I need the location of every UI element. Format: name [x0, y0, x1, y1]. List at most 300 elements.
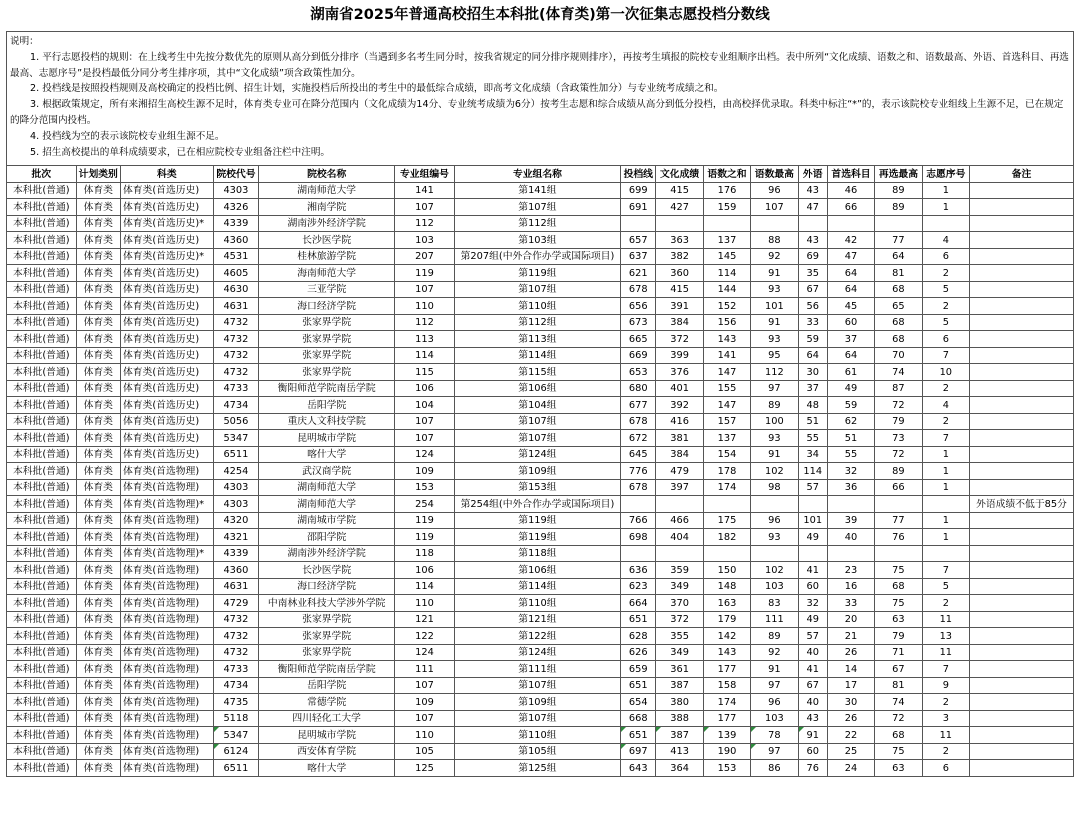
cell-chinese-math-max: 91 — [751, 661, 798, 678]
cell-category: 体育类(首选物理) — [120, 661, 213, 678]
cell-first-subject: 20 — [827, 611, 874, 628]
cell-elective-max — [875, 496, 922, 513]
cell-group-number: 111 — [395, 661, 455, 678]
cell-remarks — [970, 199, 1074, 216]
cell-school-code: 5118 — [213, 710, 258, 727]
cell-group-name: 第107组 — [454, 430, 620, 447]
cell-category: 体育类(首选历史) — [120, 182, 213, 199]
table-header-row — [7, 166, 1074, 183]
cell-chinese-math-sum: 163 — [703, 595, 750, 612]
cell-elective-max: 75 — [875, 743, 922, 760]
cell-plan-type: 体育类 — [76, 611, 120, 628]
cell-chinese-math-sum: 177 — [703, 661, 750, 678]
cell-first-subject: 64 — [827, 281, 874, 298]
cell-remarks — [970, 611, 1074, 628]
cell-foreign-language: 43 — [798, 710, 827, 727]
cell-foreign-language: 101 — [798, 512, 827, 529]
cell-chinese-math-max: 89 — [751, 628, 798, 645]
cell-cutoff-score: 636 — [621, 562, 656, 579]
cell-plan-type: 体育类 — [76, 479, 120, 496]
cell-school-name: 岳阳学院 — [259, 397, 395, 414]
cell-school-code: 4732 — [213, 347, 258, 364]
cell-batch: 本科批(普通) — [7, 611, 77, 628]
cell-culture-score: 479 — [656, 463, 703, 480]
cell-batch: 本科批(普通) — [7, 644, 77, 661]
cell-group-name: 第110组 — [454, 595, 620, 612]
cell-chinese-math-sum: 153 — [703, 760, 750, 777]
cell-plan-type: 体育类 — [76, 182, 120, 199]
cell-batch: 本科批(普通) — [7, 496, 77, 513]
cell-batch: 本科批(普通) — [7, 281, 77, 298]
cell-chinese-math-max: 112 — [751, 364, 798, 381]
cell-plan-type: 体育类 — [76, 512, 120, 529]
cell-preference-order: 11 — [922, 644, 969, 661]
cell-school-code: 4254 — [213, 463, 258, 480]
cell-chinese-math-sum: 139 — [703, 727, 750, 744]
cell-group-name: 第107组 — [454, 199, 620, 216]
cell-group-number: 119 — [395, 512, 455, 529]
cell-chinese-math-max: 98 — [751, 479, 798, 496]
cell-group-number: 207 — [395, 248, 455, 265]
cell-school-name: 张家界学院 — [259, 347, 395, 364]
cell-group-name: 第112组 — [454, 215, 620, 232]
cell-preference-order: 5 — [922, 314, 969, 331]
cell-elective-max: 68 — [875, 331, 922, 348]
cell-plan-type: 体育类 — [76, 347, 120, 364]
cell-group-name: 第124组 — [454, 446, 620, 463]
cell-culture-score — [656, 545, 703, 562]
cell-category: 体育类(首选历史) — [120, 397, 213, 414]
cell-foreign-language — [798, 215, 827, 232]
cell-school-name: 张家界学院 — [259, 364, 395, 381]
cell-elective-max: 63 — [875, 760, 922, 777]
cell-chinese-math-max — [751, 545, 798, 562]
note-item: 3. 根据政策规定，所有来湘招生高校生源不足时，体育类专业可在降分范围内（文化成绩为14分、专业统考成绩为6分）按考生志愿和综合成绩从高分到低分投档，由高校择优录取。科类中标注“*”的，表示该院校专业组线上生源不足，已在规定的降分范围内投档。 — [10, 99, 1064, 126]
cell-school-name: 昆明城市学院 — [259, 727, 395, 744]
cell-plan-type: 体育类 — [76, 710, 120, 727]
cell-cutoff-score: 623 — [621, 578, 656, 595]
cell-group-number: 110 — [395, 727, 455, 744]
cell-school-name: 张家界学院 — [259, 628, 395, 645]
cell-batch: 本科批(普通) — [7, 364, 77, 381]
table-row — [7, 232, 1074, 249]
cell-group-name: 第119组 — [454, 529, 620, 546]
cell-chinese-math-max — [751, 215, 798, 232]
cell-group-number: 113 — [395, 331, 455, 348]
cell-remarks — [970, 215, 1074, 232]
cell-remarks — [970, 413, 1074, 430]
cell-remarks — [970, 347, 1074, 364]
cell-school-code: 4732 — [213, 628, 258, 645]
header-group-name: 专业组名称 — [454, 166, 620, 183]
cell-culture-score: 384 — [656, 314, 703, 331]
cell-chinese-math-sum: 176 — [703, 182, 750, 199]
cell-school-name: 海口经济学院 — [259, 578, 395, 595]
cell-chinese-math-max: 93 — [751, 281, 798, 298]
cell-school-code: 4339 — [213, 215, 258, 232]
cell-school-name: 海口经济学院 — [259, 298, 395, 315]
cell-remarks — [970, 661, 1074, 678]
cell-preference-order: 1 — [922, 199, 969, 216]
cell-plan-type: 体育类 — [76, 694, 120, 711]
cell-group-number: 103 — [395, 232, 455, 249]
cell-first-subject: 33 — [827, 595, 874, 612]
cell-foreign-language — [798, 496, 827, 513]
cell-first-subject: 40 — [827, 529, 874, 546]
cell-plan-type: 体育类 — [76, 743, 120, 760]
cell-foreign-language: 35 — [798, 265, 827, 282]
cell-plan-type: 体育类 — [76, 232, 120, 249]
cell-cutoff-score: 656 — [621, 298, 656, 315]
cell-plan-type: 体育类 — [76, 628, 120, 645]
cell-preference-order: 6 — [922, 248, 969, 265]
cell-group-number: 121 — [395, 611, 455, 628]
cell-chinese-math-max: 92 — [751, 644, 798, 661]
cell-cutoff-score: 776 — [621, 463, 656, 480]
notes-heading: 说明： — [10, 36, 39, 47]
cell-foreign-language: 34 — [798, 446, 827, 463]
cell-category: 体育类(首选历史) — [120, 364, 213, 381]
cell-culture-score: 349 — [656, 578, 703, 595]
cell-cutoff-score: 672 — [621, 430, 656, 447]
cell-plan-type: 体育类 — [76, 727, 120, 744]
header-chinese-math-sum: 语数之和 — [703, 166, 750, 183]
cell-group-name: 第113组 — [454, 331, 620, 348]
cell-preference-order: 2 — [922, 298, 969, 315]
cell-first-subject: 46 — [827, 182, 874, 199]
cell-batch: 本科批(普通) — [7, 314, 77, 331]
cell-chinese-math-max: 96 — [751, 512, 798, 529]
cell-culture-score: 466 — [656, 512, 703, 529]
cell-school-name: 岳阳学院 — [259, 677, 395, 694]
cell-first-subject: 49 — [827, 380, 874, 397]
cell-cutoff-score: 680 — [621, 380, 656, 397]
score-table — [6, 165, 1074, 777]
cell-chinese-math-max: 103 — [751, 710, 798, 727]
cell-group-name: 第106组 — [454, 562, 620, 579]
cell-category: 体育类(首选物理) — [120, 743, 213, 760]
cell-batch: 本科批(普通) — [7, 727, 77, 744]
cell-preference-order: 6 — [922, 331, 969, 348]
table-row — [7, 215, 1074, 232]
cell-batch: 本科批(普通) — [7, 463, 77, 480]
cell-school-name: 湘南学院 — [259, 199, 395, 216]
cell-elective-max: 76 — [875, 529, 922, 546]
header-plan-type: 计划类别 — [76, 166, 120, 183]
cell-cutoff-score: 699 — [621, 182, 656, 199]
cell-cutoff-score: 653 — [621, 364, 656, 381]
cell-school-code: 4733 — [213, 661, 258, 678]
cell-chinese-math-sum — [703, 545, 750, 562]
cell-foreign-language: 43 — [798, 182, 827, 199]
cell-foreign-language: 57 — [798, 628, 827, 645]
cell-foreign-language: 67 — [798, 281, 827, 298]
cell-school-name: 湖南城市学院 — [259, 512, 395, 529]
cell-elective-max: 77 — [875, 512, 922, 529]
note-item: 4. 投档线为空的表示该院校专业组生源不足。 — [30, 130, 225, 142]
cell-category: 体育类(首选物理) — [120, 710, 213, 727]
table-row — [7, 463, 1074, 480]
cell-chinese-math-sum: 145 — [703, 248, 750, 265]
cell-batch: 本科批(普通) — [7, 248, 77, 265]
cell-group-number: 124 — [395, 446, 455, 463]
cell-group-name: 第110组 — [454, 727, 620, 744]
cell-school-code: 4321 — [213, 529, 258, 546]
cell-foreign-language: 48 — [798, 397, 827, 414]
table-row — [7, 430, 1074, 447]
cell-school-code: 4734 — [213, 677, 258, 694]
cell-school-name: 海南师范大学 — [259, 265, 395, 282]
cell-first-subject: 37 — [827, 331, 874, 348]
cell-chinese-math-sum: 158 — [703, 677, 750, 694]
cell-foreign-language: 56 — [798, 298, 827, 315]
cell-remarks — [970, 479, 1074, 496]
cell-remarks — [970, 677, 1074, 694]
cell-group-name: 第124组 — [454, 644, 620, 661]
cell-plan-type: 体育类 — [76, 463, 120, 480]
cell-preference-order: 1 — [922, 446, 969, 463]
cell-group-number: 106 — [395, 562, 455, 579]
cell-group-number: 115 — [395, 364, 455, 381]
cell-group-name: 第114组 — [454, 578, 620, 595]
cell-group-name: 第110组 — [454, 298, 620, 315]
cell-school-name: 湖南涉外经济学院 — [259, 215, 395, 232]
cell-foreign-language — [798, 545, 827, 562]
cell-first-subject: 51 — [827, 430, 874, 447]
header-chinese-math-max: 语数最高 — [751, 166, 798, 183]
cell-plan-type: 体育类 — [76, 562, 120, 579]
cell-chinese-math-max: 92 — [751, 248, 798, 265]
cell-batch: 本科批(普通) — [7, 232, 77, 249]
header-batch: 批次 — [7, 166, 77, 183]
cell-culture-score: 387 — [656, 677, 703, 694]
cell-preference-order: 2 — [922, 413, 969, 430]
cell-cutoff-score: 659 — [621, 661, 656, 678]
cell-group-number: 107 — [395, 710, 455, 727]
cell-culture-score: 415 — [656, 182, 703, 199]
cell-school-code: 4303 — [213, 496, 258, 513]
table-row — [7, 380, 1074, 397]
header-first-subject: 首选科目 — [827, 166, 874, 183]
cell-elective-max: 81 — [875, 265, 922, 282]
cell-category: 体育类(首选物理)* — [120, 545, 213, 562]
cell-school-code: 4734 — [213, 397, 258, 414]
table-row — [7, 661, 1074, 678]
table-row — [7, 364, 1074, 381]
cell-preference-order: 1 — [922, 512, 969, 529]
cell-chinese-math-max: 101 — [751, 298, 798, 315]
cell-category: 体育类(首选物理) — [120, 694, 213, 711]
cell-elective-max: 89 — [875, 463, 922, 480]
cell-cutoff-score: 698 — [621, 529, 656, 546]
table-row — [7, 743, 1074, 760]
cell-remarks — [970, 298, 1074, 315]
table-row — [7, 611, 1074, 628]
cell-group-name: 第111组 — [454, 661, 620, 678]
cell-chinese-math-sum: 157 — [703, 413, 750, 430]
cell-culture-score: 363 — [656, 232, 703, 249]
cell-first-subject: 23 — [827, 562, 874, 579]
cell-plan-type: 体育类 — [76, 413, 120, 430]
cell-preference-order: 4 — [922, 232, 969, 249]
cell-group-number: 125 — [395, 760, 455, 777]
cell-school-code: 4360 — [213, 232, 258, 249]
cell-plan-type: 体育类 — [76, 199, 120, 216]
cell-preference-order: 10 — [922, 364, 969, 381]
cell-chinese-math-sum — [703, 496, 750, 513]
cell-preference-order: 7 — [922, 562, 969, 579]
cell-category: 体育类(首选历史) — [120, 446, 213, 463]
cell-foreign-language: 64 — [798, 347, 827, 364]
cell-plan-type: 体育类 — [76, 314, 120, 331]
cell-first-subject — [827, 215, 874, 232]
cell-school-code: 4733 — [213, 380, 258, 397]
cell-school-code: 4729 — [213, 595, 258, 612]
cell-category: 体育类(首选历史) — [120, 281, 213, 298]
cell-school-name: 武汉商学院 — [259, 463, 395, 480]
cell-preference-order: 7 — [922, 430, 969, 447]
cell-remarks — [970, 397, 1074, 414]
cell-school-name: 湖南涉外经济学院 — [259, 545, 395, 562]
header-remarks: 备注 — [970, 166, 1074, 183]
cell-school-name: 常德学院 — [259, 694, 395, 711]
cell-chinese-math-max: 111 — [751, 611, 798, 628]
cell-elective-max: 79 — [875, 413, 922, 430]
cell-remarks — [970, 727, 1074, 744]
cell-school-name: 张家界学院 — [259, 314, 395, 331]
cell-school-code: 6511 — [213, 760, 258, 777]
cell-group-name: 第109组 — [454, 463, 620, 480]
cell-chinese-math-max: 93 — [751, 529, 798, 546]
cell-culture-score: 427 — [656, 199, 703, 216]
cell-cutoff-score: 678 — [621, 281, 656, 298]
cell-school-code: 4360 — [213, 562, 258, 579]
cell-group-number: 119 — [395, 529, 455, 546]
cell-cutoff-score: 626 — [621, 644, 656, 661]
cell-chinese-math-max — [751, 496, 798, 513]
cell-preference-order: 5 — [922, 281, 969, 298]
cell-category: 体育类(首选历史) — [120, 298, 213, 315]
cell-chinese-math-max: 97 — [751, 743, 798, 760]
cell-culture-score: 384 — [656, 446, 703, 463]
cell-group-number: 122 — [395, 628, 455, 645]
table-row — [7, 644, 1074, 661]
cell-cutoff-score: 651 — [621, 727, 656, 744]
cell-remarks — [970, 364, 1074, 381]
cell-preference-order: 1 — [922, 463, 969, 480]
cell-chinese-math-max: 91 — [751, 446, 798, 463]
cell-first-subject: 22 — [827, 727, 874, 744]
cell-group-name: 第103组 — [454, 232, 620, 249]
cell-group-number: 105 — [395, 743, 455, 760]
cell-preference-order: 5 — [922, 578, 969, 595]
cell-cutoff-score: 645 — [621, 446, 656, 463]
cell-plan-type: 体育类 — [76, 215, 120, 232]
header-cutoff-score: 投档线 — [621, 166, 656, 183]
cell-culture-score: 401 — [656, 380, 703, 397]
cell-group-number: 110 — [395, 595, 455, 612]
cell-plan-type: 体育类 — [76, 545, 120, 562]
table-row — [7, 710, 1074, 727]
cell-chinese-math-max: 97 — [751, 677, 798, 694]
cell-foreign-language: 33 — [798, 314, 827, 331]
cell-group-name: 第254组(中外合作办学或国际项目) — [454, 496, 620, 513]
cell-remarks — [970, 578, 1074, 595]
cell-category: 体育类(首选物理) — [120, 463, 213, 480]
cell-school-name: 张家界学院 — [259, 611, 395, 628]
cell-plan-type: 体育类 — [76, 446, 120, 463]
cell-school-code: 4303 — [213, 479, 258, 496]
cell-group-name: 第115组 — [454, 364, 620, 381]
cell-school-name: 西安体育学院 — [259, 743, 395, 760]
cell-first-subject: 39 — [827, 512, 874, 529]
cell-foreign-language: 41 — [798, 562, 827, 579]
cell-foreign-language: 55 — [798, 430, 827, 447]
cell-group-number: 141 — [395, 182, 455, 199]
cell-school-code: 6124 — [213, 743, 258, 760]
cell-elective-max: 68 — [875, 727, 922, 744]
table-body — [7, 182, 1074, 776]
cell-school-code: 4303 — [213, 182, 258, 199]
cell-group-number: 153 — [395, 479, 455, 496]
cell-foreign-language: 49 — [798, 611, 827, 628]
table-row — [7, 314, 1074, 331]
cell-first-subject: 17 — [827, 677, 874, 694]
cell-culture-score: 413 — [656, 743, 703, 760]
cell-foreign-language: 30 — [798, 364, 827, 381]
cell-culture-score — [656, 496, 703, 513]
cell-elective-max: 64 — [875, 248, 922, 265]
cell-chinese-math-sum: 150 — [703, 562, 750, 579]
header-culture-score: 文化成绩 — [656, 166, 703, 183]
cell-culture-score: 376 — [656, 364, 703, 381]
cell-plan-type: 体育类 — [76, 496, 120, 513]
note-item: 5. 招生高校提出的单科成绩要求，已在相应院校专业组备注栏中注明。 — [30, 146, 331, 158]
table-row — [7, 760, 1074, 777]
cell-culture-score: 349 — [656, 644, 703, 661]
cell-culture-score: 399 — [656, 347, 703, 364]
cell-group-number: 104 — [395, 397, 455, 414]
cell-first-subject: 62 — [827, 413, 874, 430]
cell-group-name: 第107组 — [454, 677, 620, 694]
cell-foreign-language: 51 — [798, 413, 827, 430]
cell-first-subject: 59 — [827, 397, 874, 414]
cell-group-number: 114 — [395, 347, 455, 364]
cell-school-code: 6511 — [213, 446, 258, 463]
cell-first-subject: 64 — [827, 347, 874, 364]
table-row — [7, 446, 1074, 463]
cell-chinese-math-sum: 141 — [703, 347, 750, 364]
cell-remarks — [970, 644, 1074, 661]
cell-remarks — [970, 512, 1074, 529]
cell-preference-order: 1 — [922, 182, 969, 199]
cell-category: 体育类(首选历史) — [120, 314, 213, 331]
cell-group-number: 114 — [395, 578, 455, 595]
cell-batch: 本科批(普通) — [7, 265, 77, 282]
cell-batch: 本科批(普通) — [7, 331, 77, 348]
cell-cutoff-score: 621 — [621, 265, 656, 282]
cell-category: 体育类(首选物理) — [120, 512, 213, 529]
note-item: 2. 投档线是按照投档规则及高校确定的投档比例、招生计划，实施投档后所投出的考生中的最低综合成绩，即高考文化成绩（含政策性加分）与专业统考成绩之和。 — [30, 83, 724, 95]
cell-category: 体育类(首选物理) — [120, 727, 213, 744]
cell-school-code: 5056 — [213, 413, 258, 430]
cell-category: 体育类(首选历史) — [120, 413, 213, 430]
cell-elective-max — [875, 215, 922, 232]
cell-foreign-language: 57 — [798, 479, 827, 496]
table-row — [7, 512, 1074, 529]
cell-group-number: 106 — [395, 380, 455, 397]
cell-chinese-math-max: 107 — [751, 199, 798, 216]
